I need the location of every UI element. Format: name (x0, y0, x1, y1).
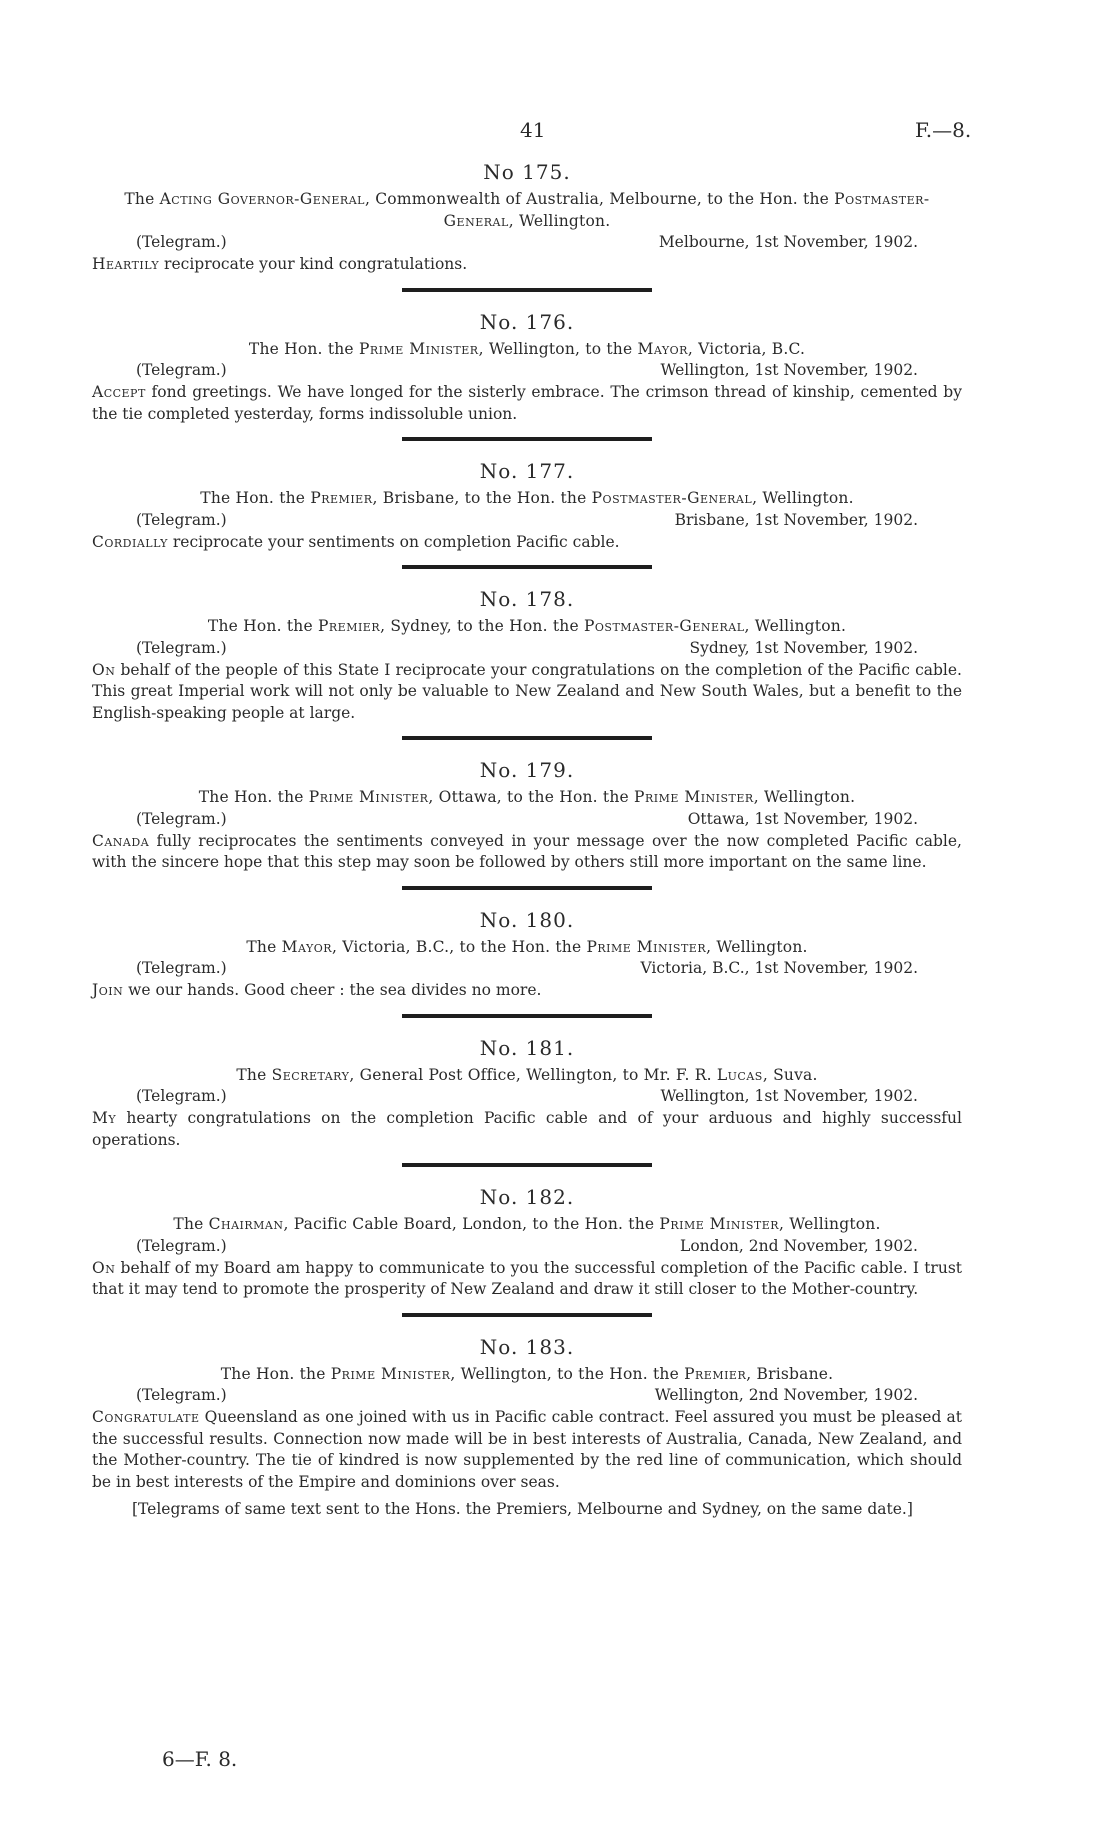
body-text: fully reciprocates the sentiments conveyed in your message over the now completed Pacific cable, with the sincere hope that this step may soon be followed by others still more important on the same line. (92, 831, 962, 871)
place-date: Wellington, 2nd November, 1902. (654, 1386, 918, 1404)
address-title: Postmaster-General (583, 617, 745, 635)
page-header (0, 118, 1114, 148)
address-text: The (236, 1065, 272, 1084)
address-text: , Wellington. (744, 617, 847, 635)
telegram-entry (92, 1333, 962, 1494)
telegram-body (92, 1108, 962, 1151)
body-lead-word: On (92, 660, 116, 679)
address-title: Prime Minister (634, 788, 754, 806)
telegram-body (92, 1407, 962, 1493)
address-text: The Hon. the (220, 1364, 331, 1383)
telegram-label: (Telegram.) (136, 1386, 227, 1404)
section-divider (402, 1163, 652, 1167)
address-text: The Hon. the (248, 339, 359, 358)
body-lead-word: On (92, 1258, 116, 1277)
telegram-number: No. 181. (479, 1035, 575, 1060)
telegram-address (92, 189, 962, 232)
address-title: Prime Minister (659, 1215, 780, 1233)
editorial-note: [Telegrams of same text sent to the Hons. the Premiers, Melbourne and Sydney, on the same date.] (132, 1500, 913, 1518)
telegram-list (92, 158, 962, 1521)
telegram-meta (92, 638, 962, 660)
telegram-body (92, 980, 962, 1002)
telegram-label: (Telegram.) (136, 1236, 227, 1255)
telegram-entry (92, 308, 962, 426)
address-title: Prime Minister (358, 339, 479, 358)
address-text: The Hon. the (207, 617, 318, 635)
telegram-number: No. 180. (479, 907, 575, 932)
body-lead-word: Congratulate (92, 1408, 200, 1426)
address-title: Chairman (208, 1215, 284, 1233)
telegram-number: No. 178. (479, 587, 575, 611)
telegram-body (92, 382, 962, 425)
address-text: , Commonwealth of Australia, Melbourne, to the Hon. the (364, 190, 835, 208)
telegram-address (92, 787, 962, 809)
address-text: , General Post Office, Wellington, to Mr. F. R. (349, 1065, 717, 1084)
address-title: Premier (317, 617, 381, 635)
telegram-number: No. 182. (479, 1185, 575, 1209)
address-text: The (124, 190, 160, 208)
telegram-meta (92, 809, 962, 831)
place-date: Victoria, B.C., 1st November, 1902. (640, 959, 918, 977)
address-title: Secretary (271, 1065, 350, 1084)
telegram-label: (Telegram.) (136, 1087, 227, 1105)
telegram-label: (Telegram.) (136, 809, 227, 828)
telegram-label: (Telegram.) (136, 638, 227, 657)
telegram-meta (92, 958, 962, 980)
body-lead-word: Accept (92, 383, 146, 401)
printer-signature: 6—F. 8. (162, 1747, 238, 1771)
address-title: Acting Governor-General (159, 190, 365, 208)
telegram-body (92, 532, 962, 554)
address-text: , Wellington. (752, 489, 854, 507)
address-text: , Brisbane. (746, 1364, 834, 1383)
section-divider (402, 1014, 652, 1018)
body-text: fond greetings. We have longed for the sisterly embrace. The crimson thread of kinship, cemented by the tie completed yesterday, forms indissoluble union. (92, 383, 962, 423)
telegram-body (92, 660, 962, 725)
body-text: reciprocate your kind congratulations. (159, 255, 468, 273)
address-text: The Hon. the (198, 788, 309, 806)
telegram-entry (92, 457, 962, 553)
section-divider (402, 565, 652, 569)
address-title: Prime Minister (308, 788, 429, 806)
address-text: , Wellington, to the Hon. the (450, 1364, 685, 1383)
address-text: , Wellington. (508, 211, 611, 230)
address-text: The (173, 1215, 209, 1233)
address-text: The Hon. the (200, 489, 311, 507)
address-title: Prime Minister (330, 1364, 451, 1383)
address-text: , Victoria, B.C. (687, 339, 806, 358)
telegram-entry (92, 1034, 962, 1152)
telegram-meta (92, 232, 962, 254)
telegram-address (92, 488, 962, 510)
telegram-label: (Telegram.) (136, 959, 227, 977)
address-title: Premier (684, 1364, 747, 1383)
telegram-meta (92, 1385, 962, 1407)
place-date: Wellington, 1st November, 1902. (660, 361, 918, 379)
place-date: London, 2nd November, 1902. (680, 1236, 918, 1255)
section-divider (402, 736, 652, 740)
telegram-label: (Telegram.) (136, 361, 227, 379)
telegram-meta (92, 360, 962, 382)
place-date: Ottawa, 1st November, 1902. (687, 809, 918, 828)
telegram-entry (92, 756, 962, 874)
telegram-label: (Telegram.) (136, 233, 227, 251)
telegram-address (92, 616, 962, 638)
address-title: Postmaster-General (591, 489, 753, 507)
address-text: , Wellington. (753, 788, 856, 806)
telegram-address (92, 1214, 962, 1236)
place-date: Wellington, 1st November, 1902. (660, 1087, 918, 1105)
place-date: Sydney, 1st November, 1902. (689, 638, 918, 657)
body-text: behalf of my Board am happy to communicate to you the successful completion of the Pacific cable. I trust that it may tend to promote the prosperity of New Zealand and draw it still closer to the Mother-country. (92, 1258, 962, 1298)
page-number: 41 (520, 118, 546, 142)
telegram-entry (92, 1183, 962, 1301)
address-text: , Sydney, to the Hon. the (380, 617, 584, 635)
address-text: , Pacific Cable Board, London, to the Hon. the (283, 1215, 660, 1233)
telegram-body (92, 1258, 962, 1301)
body-lead-word: Cordially (92, 532, 168, 551)
section-divider (402, 437, 652, 441)
address-title: Prime Minister (586, 937, 707, 956)
section-divider (402, 288, 652, 292)
address-title: Mayor (637, 339, 688, 358)
address-title: Postmaster-General (443, 190, 930, 230)
address-text: , Wellington, to the (478, 339, 638, 358)
address-text: , Wellington. (779, 1215, 881, 1233)
telegram-body (92, 831, 962, 874)
telegram-address (92, 339, 962, 361)
telegram-meta (92, 510, 962, 532)
telegram-number: No 175. (483, 160, 571, 184)
place-date: Brisbane, 1st November, 1902. (674, 510, 918, 529)
telegram-label: (Telegram.) (136, 510, 227, 529)
telegram-entry (92, 906, 962, 1002)
body-lead-word: Heartily (92, 255, 160, 273)
body-text: reciprocate your sentiments on completion Pacific cable. (167, 532, 620, 551)
telegram-number: No. 179. (479, 758, 575, 782)
telegram-number: No. 183. (479, 1334, 575, 1359)
telegram-number: No. 176. (479, 309, 575, 334)
body-text: behalf of the people of this State I reciprocate your congratulations on the completion of the Pacific cable. This great Imperial work will not only be valuable to New Zealand and New South Wales, but a benefit to the English-speaking people at large. (92, 660, 962, 722)
telegram-entry (92, 585, 962, 724)
telegram-address (92, 1364, 962, 1386)
telegram-number: No. 177. (479, 459, 575, 483)
address-text: , Wellington. (706, 937, 808, 956)
section-divider (402, 1313, 652, 1317)
body-lead-word: Canada (92, 831, 150, 850)
place-date: Melbourne, 1st November, 1902. (658, 233, 918, 251)
body-text: Queensland as one joined with us in Pacific cable contract. Feel assured you must be pleased at the successful results. Connection now made will be in best interests of Australia, Canada, New Zealand, and the Mother-country. The tie of kindred is now supplemented by the red line of communication, which should be in best interests of the Empire and dominions over seas. (92, 1408, 962, 1491)
address-text: , Ottawa, to the Hon. the (428, 788, 635, 806)
address-title: Premier (310, 489, 373, 507)
address-text: , Brisbane, to the Hon. the (372, 489, 592, 507)
telegram-entry (92, 158, 962, 276)
body-lead-word: Join (92, 981, 124, 999)
body-text: hearty congratulations on the completion Pacific cable and of your arduous and highly successful operations. (92, 1109, 962, 1149)
telegram-meta (92, 1086, 962, 1108)
body-text: we our hands. Good cheer : the sea divides no more. (123, 981, 542, 999)
telegram-body (92, 254, 962, 276)
body-lead-word: My (92, 1109, 117, 1127)
address-title: Lucas (716, 1065, 763, 1084)
telegram-address (92, 1065, 962, 1087)
telegram-address (92, 937, 962, 959)
telegram-meta (92, 1236, 962, 1258)
address-text: The (246, 937, 282, 956)
paper-reference: F.—8. (915, 118, 972, 142)
address-title: Mayor (281, 937, 333, 956)
address-text: , Victoria, B.C., to the Hon. the (332, 937, 587, 956)
address-text: , Suva. (762, 1065, 818, 1084)
section-divider (402, 886, 652, 890)
